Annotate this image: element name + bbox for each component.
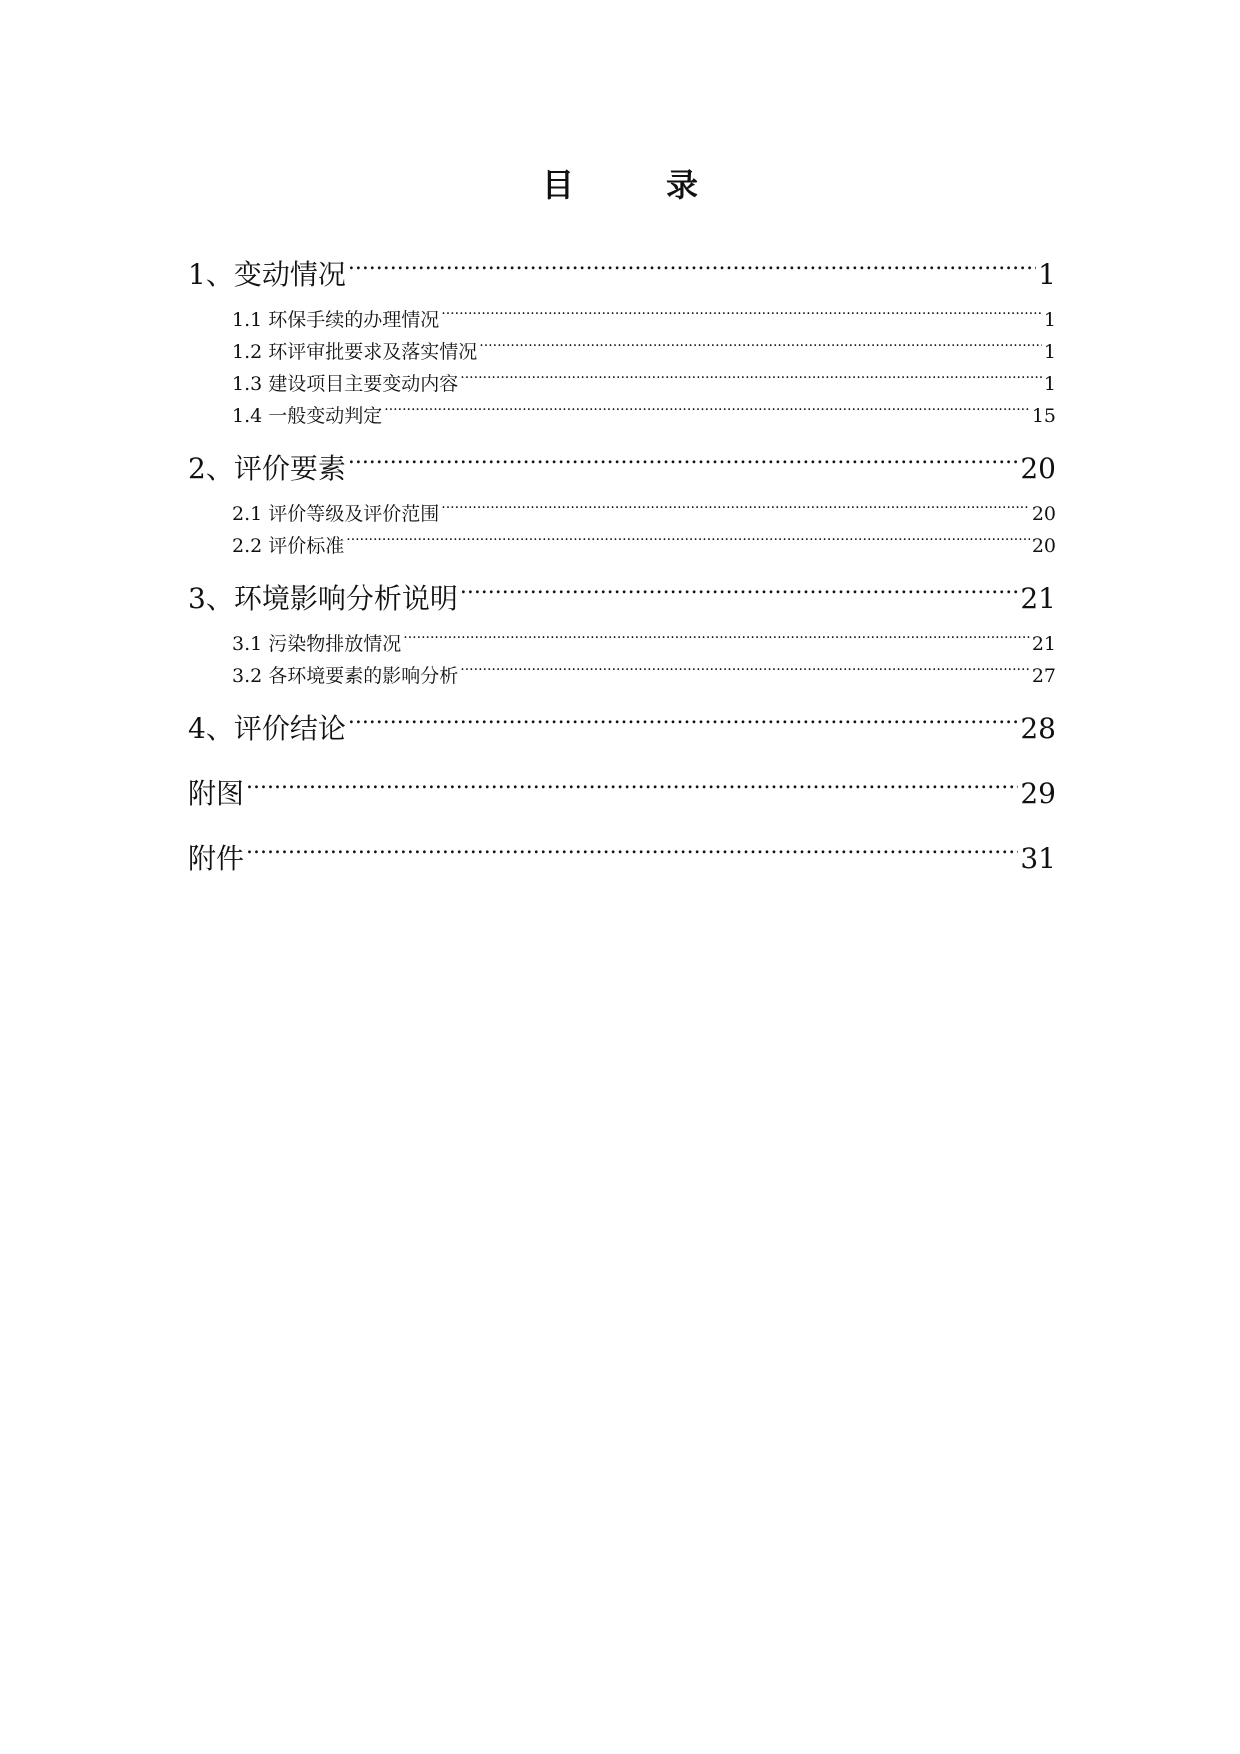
dot-leader <box>460 362 1042 390</box>
toc-entry-2-2[interactable] <box>232 524 1056 557</box>
toc-entry-label: 1.2 环评审批要求及落实情况 <box>232 341 478 363</box>
toc-entry-page: 28 <box>1020 712 1056 745</box>
toc-entry-2-1[interactable] <box>232 492 1056 525</box>
dot-leader <box>441 492 1030 520</box>
dot-leader <box>346 524 1030 552</box>
toc-entry-page: 20 <box>1031 503 1056 525</box>
toc-entry-label: 4、评价结论 <box>188 712 346 745</box>
toc-entry-3-2[interactable] <box>232 654 1056 687</box>
toc-entry-label: 1.3 建设项目主要变动内容 <box>232 373 459 395</box>
toc-entry-4[interactable] <box>188 700 1056 745</box>
toc-entry-page: 31 <box>1020 842 1056 875</box>
dot-leader <box>460 654 1030 682</box>
dot-leader <box>460 570 1019 608</box>
toc-entry-page: 1 <box>1043 373 1056 395</box>
dot-leader <box>384 394 1030 422</box>
toc-entry-2[interactable] <box>188 440 1056 485</box>
dot-leader <box>441 298 1042 326</box>
toc-entry-1[interactable] <box>188 246 1056 291</box>
toc-entry-attachments[interactable] <box>188 830 1056 875</box>
toc-entry-page: 27 <box>1031 665 1056 687</box>
toc-entry-page: 21 <box>1031 633 1056 655</box>
toc-entry-1-2[interactable] <box>232 330 1056 363</box>
toc-entry-page: 20 <box>1020 452 1056 485</box>
dot-leader <box>348 700 1019 738</box>
toc-entry-1-3[interactable] <box>232 362 1056 395</box>
toc-entry-1-1[interactable] <box>232 298 1056 331</box>
toc-entry-page: 21 <box>1020 582 1056 615</box>
toc-entry-page: 20 <box>1031 535 1056 557</box>
page-title: 目 录 <box>541 166 728 204</box>
toc-entry-page: 15 <box>1031 405 1056 427</box>
toc-entry-label: 1.4 一般变动判定 <box>232 405 383 427</box>
toc-entry-figures[interactable] <box>188 765 1056 810</box>
toc-entry-3-1[interactable] <box>232 622 1056 655</box>
toc-entry-page: 1 <box>1038 258 1056 291</box>
toc-entry-label: 3.2 各环境要素的影响分析 <box>232 665 459 687</box>
toc-entry-label: 2、评价要素 <box>188 452 346 485</box>
toc-entry-page: 1 <box>1043 341 1056 363</box>
dot-leader <box>246 765 1018 803</box>
toc-entry-label: 附件 <box>188 842 245 875</box>
toc-entry-label: 1.1 环保手续的办理情况 <box>232 309 440 331</box>
toc-entry-page: 1 <box>1043 309 1056 331</box>
toc-entry-1-4[interactable] <box>232 394 1056 427</box>
toc-entry-label: 1、变动情况 <box>188 258 346 291</box>
toc-entry-label: 3.1 污染物排放情况 <box>232 633 402 655</box>
toc-entry-label: 2.1 评价等级及评价范围 <box>232 503 440 525</box>
dot-leader <box>246 830 1018 868</box>
dot-leader <box>348 246 1036 284</box>
toc-entry-3[interactable] <box>188 570 1056 615</box>
toc-entry-page: 29 <box>1020 777 1056 810</box>
dot-leader <box>348 440 1019 478</box>
toc-entry-label: 3、环境影响分析说明 <box>188 582 458 615</box>
toc-entry-label: 附图 <box>188 777 245 810</box>
dot-leader <box>403 622 1030 650</box>
dot-leader <box>479 330 1042 358</box>
toc-entry-label: 2.2 评价标准 <box>232 535 345 557</box>
